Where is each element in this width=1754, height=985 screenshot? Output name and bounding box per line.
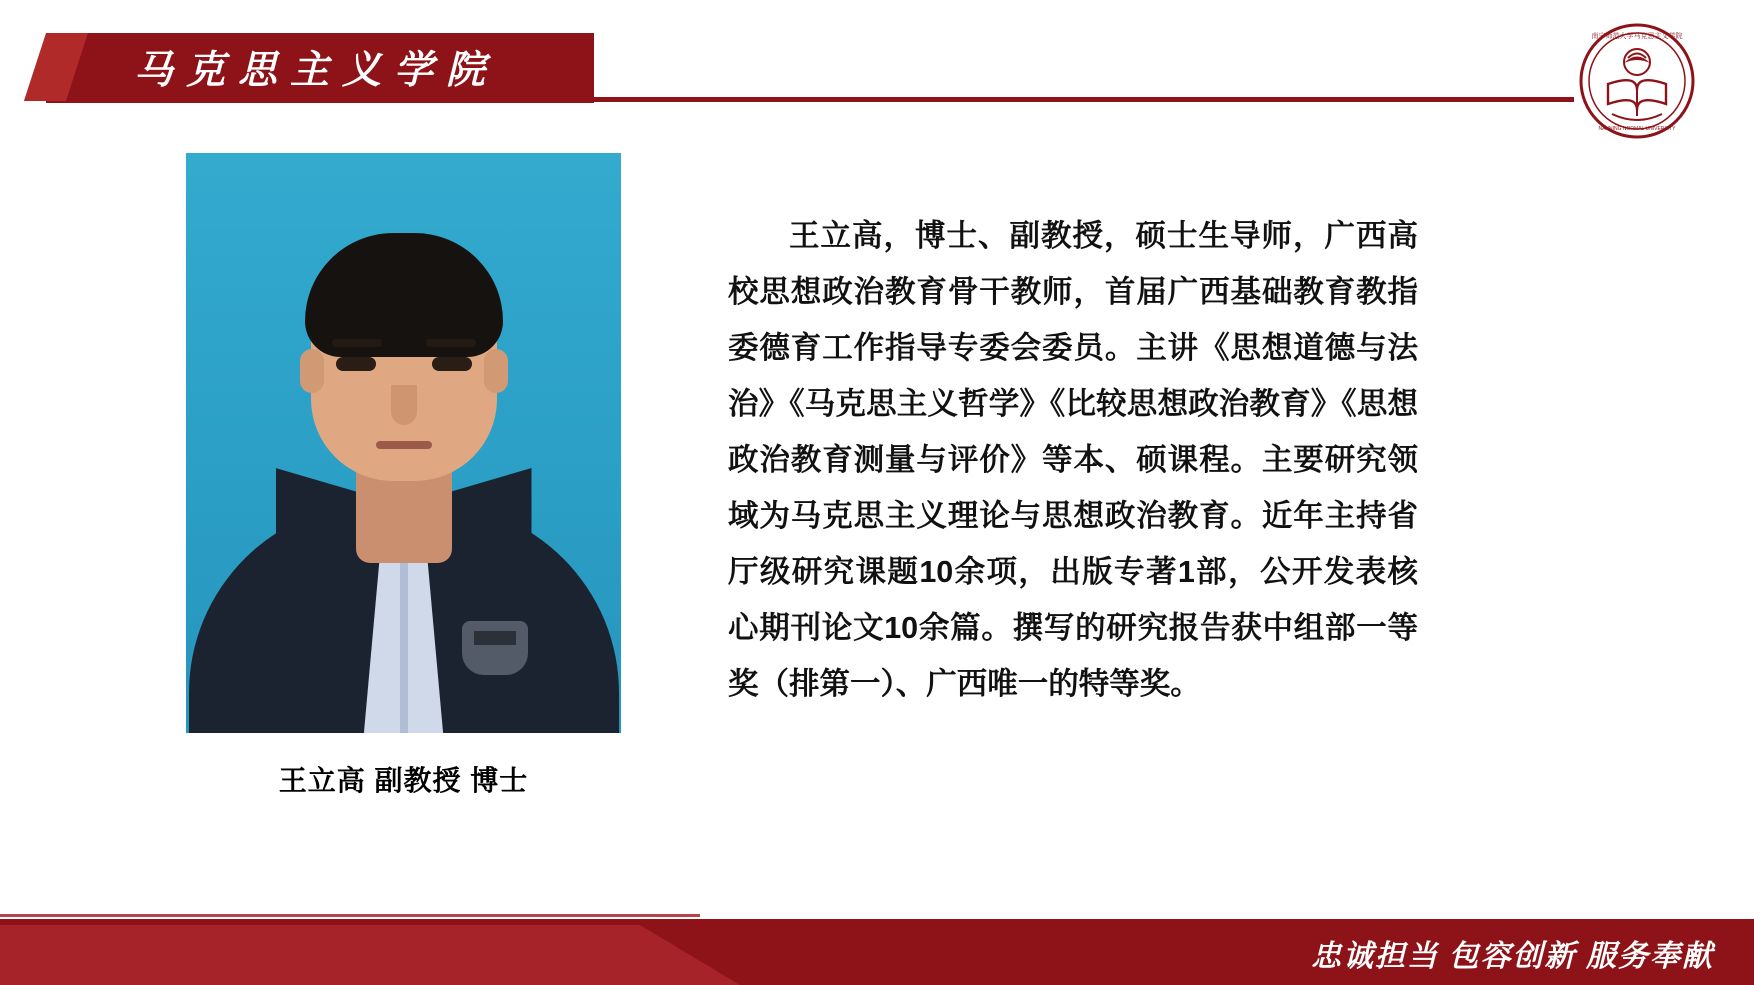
svg-text:NANNING NORMAL UNIVERSITY: NANNING NORMAL UNIVERSITY xyxy=(1598,126,1676,132)
photo-shirt-placket xyxy=(400,533,408,733)
profile-photo-block xyxy=(186,153,621,799)
footer-stripe-thin xyxy=(0,914,700,917)
page-footer xyxy=(0,880,1754,985)
footer-wedge xyxy=(0,925,740,985)
header-banner xyxy=(46,33,594,101)
photo-ear-left xyxy=(300,349,324,393)
page-title: 马克思主义学院 xyxy=(134,49,499,92)
slide-content xyxy=(0,140,1754,830)
photo-jacket-badge xyxy=(462,621,528,675)
header-underline-right xyxy=(594,97,1574,102)
photo-ear-right xyxy=(484,349,508,393)
header-underline-left xyxy=(46,101,594,103)
photo-eye-left xyxy=(336,357,376,371)
photo-nose xyxy=(391,385,417,425)
footer-motto: 忠诚担当 包容创新 服务奉献 xyxy=(1311,940,1714,973)
page-header xyxy=(0,0,1754,130)
university-emblem-icon xyxy=(1578,22,1696,140)
photo-eye-right xyxy=(432,357,472,371)
svg-text:南宁师范大学马克思主义学院: 南宁师范大学马克思主义学院 xyxy=(1591,32,1683,40)
profile-photo xyxy=(186,153,621,733)
photo-brow-left xyxy=(332,339,382,347)
photo-mouth xyxy=(376,441,432,449)
photo-brow-right xyxy=(426,339,476,347)
profile-caption: 王立高 副教授 博士 xyxy=(278,765,529,796)
profile-bio-text: 王立高，博士、副教授，硕士生导师，广西高校思想政治教育骨干教师，首届广西基础教育教指委德育工作指导专委会委员。主讲《思想道德与法治》《马克思主义哲学》《比较思想政治教育》《思想政治教育测量与评价》等本、硕课程。主要研究领域为马克思主义理论与思想政治教育。近年主持省厅级研究课题10余项，出版专著1部，公开发表核心期刊论文10余篇。撰写的研究报告获中组部一等奖（排第一）、广西唯一的特等奖。 xyxy=(728,219,1418,701)
